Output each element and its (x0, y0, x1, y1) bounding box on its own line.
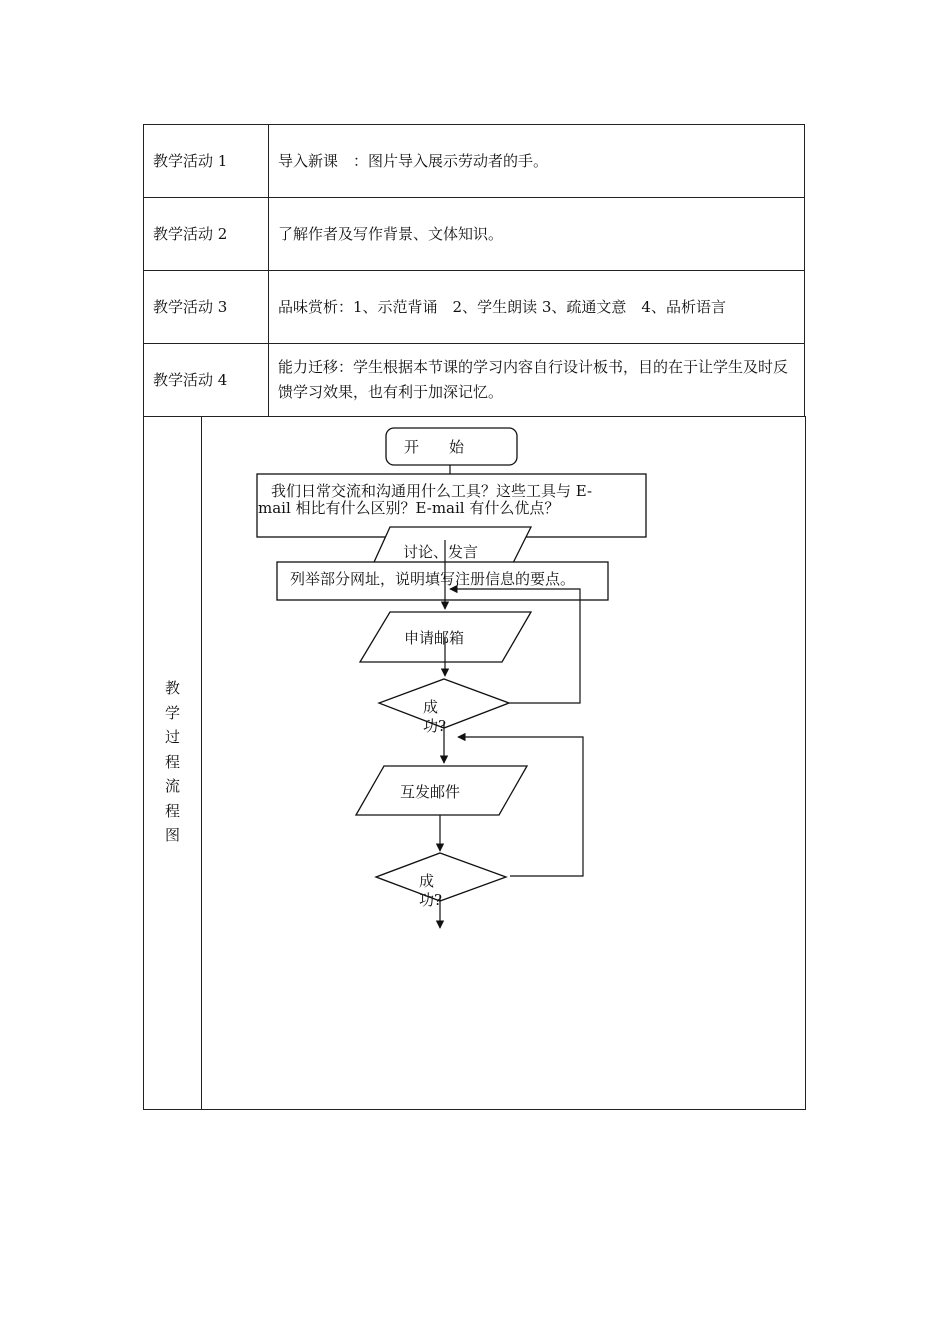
activity-content: 能力迁移：学生根据本节课的学习内容自行设计板书，目的在于让学生及时反馈学习效果，也有利于加深记忆。 (269, 344, 805, 417)
activity-content: 品味赏析：1、示范背诵 2、学生朗读 3、疏通文意 4、品析语言 (269, 271, 805, 344)
question-line-2: mail 相比有什么区别？E-mail 有什么优点？ (258, 499, 560, 517)
discussion-label: 讨论、发言 (403, 543, 479, 561)
activity-content: 导入新课 ：图片导入展示劳动者的手。 (269, 125, 805, 198)
decision-1-label-b: 功? (423, 717, 447, 735)
apply-mailbox-label: 申请邮箱 (404, 629, 465, 647)
decision-2-label-a: 成 (419, 872, 435, 890)
activity-label: 教学活动 4 (144, 344, 269, 417)
activity-label: 教学活动 2 (144, 198, 269, 271)
activity-label: 教学活动 3 (144, 271, 269, 344)
activity-content: 了解作者及写作背景、文体知识。 (269, 198, 805, 271)
start-label: 开 始 (404, 438, 465, 456)
send-mail-label: 互发邮件 (400, 783, 461, 801)
flowchart-section-label: 教学过程流程图 (164, 679, 180, 844)
decision-1-label-a: 成 (423, 698, 439, 716)
question-line-1: 我们日常交流和沟通用什么工具？这些工具与 E- (271, 482, 593, 500)
list-sites-label: 列举部分网址，说明填写注册信息的要点。 (290, 570, 576, 588)
activity-label: 教学活动 1 (144, 125, 269, 198)
decision-2-label-b: 功? (419, 891, 443, 909)
